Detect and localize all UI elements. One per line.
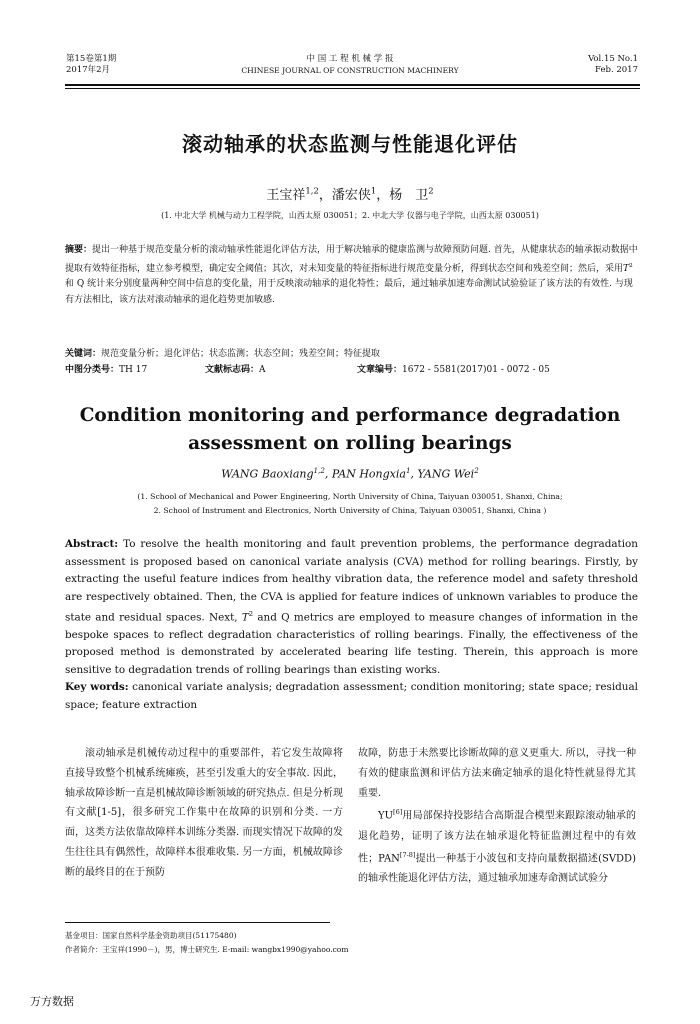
volume-issue: 第15卷第1期 <box>66 54 117 64</box>
abstract-cn-label: 摘要： <box>65 245 93 255</box>
doc-code-label: 文献标志码： <box>205 365 260 375</box>
footnote-rule <box>65 922 330 923</box>
keywords-en <box>65 679 638 714</box>
title-en-line-1: Condition monitoring and performance degradation <box>79 405 621 426</box>
abstract-en-t2-sup: 2 <box>248 610 254 618</box>
author-2-en: , PAN Hongxia <box>324 467 406 481</box>
article-number-value: 1672 - 5581(2017)01 - 0072 - 05 <box>402 365 550 375</box>
clc-number <box>65 363 147 378</box>
author-1-en: WANG Baoxiang <box>221 467 314 481</box>
citation-6: [6] <box>393 808 403 817</box>
abstract-en <box>65 536 638 714</box>
header-rule-thin <box>65 88 640 89</box>
author-1-cn: 王宝祥 <box>266 188 306 203</box>
footnote-author: 作者简介：王宝祥(1990－)，男，博士研究生. E-mail: wangbx1990@yahoo.com <box>65 945 349 954</box>
clc-label: 中图分类号： <box>65 365 120 375</box>
body-right-paragraph-1: 故障，防患于未然要比诊断故障的意义更重大. 所以，寻找一种有效的健康监测和评估方法来确定轴承的退化特性就显得尤其重要. <box>358 748 636 799</box>
abstract-cn-text-2: 和 Q 统计来分别度量两种空间中信息的变化量，用于反映滚动轴承的退化特性；最后，通过轴承加速寿命测试试验验证了该方法的有效性. 与现有方法相比，该方法对滚动轴承的退化趋势更加敏感. <box>65 279 633 305</box>
journal-volume-issue <box>66 54 116 76</box>
author-3-en-sup: 2 <box>474 466 479 475</box>
body-column-right <box>358 744 636 889</box>
abstract-cn-t2: T <box>623 263 630 274</box>
authors-en <box>0 466 700 481</box>
keywords-cn-label: 关键词： <box>65 349 102 359</box>
watermark-text: 万方数据 <box>30 995 74 1008</box>
article-number-label: 文章编号： <box>357 365 403 375</box>
header-rule-thick <box>65 84 640 86</box>
journal-name-en: CHINESE JOURNAL OF CONSTRUCTION MACHINERY <box>241 66 459 75</box>
keywords-en-label: Key words: <box>65 681 129 694</box>
abstract-en-text-1: To resolve the health monitoring and fault prevention problems, the performance degradation assessment is proposed based on canonical variate analysis (CVA) method for rolling bearings. Firstly, by extracting the useful feature indices from healthy vibration data, the reference model and safety threshold are respectively obtained. Then, the CVA is applied for feature indices of unknown variables to produce the state and residual spaces. Next, <box>65 538 638 624</box>
keywords-cn <box>65 347 638 363</box>
body-right-paragraph-2 <box>358 803 636 889</box>
citation-7-8: [7-8] <box>399 851 416 860</box>
issue-date: 2017年2月 <box>66 65 111 75</box>
journal-name <box>200 54 500 76</box>
keywords-cn-text: 规范变量分析；退化评估；状态监测；状态空间；残差空间；特征提取 <box>101 349 381 359</box>
author-3-cn-sup: 2 <box>428 185 434 196</box>
author-2-en-sup: 1 <box>405 466 411 475</box>
body-right-p2-a: YU <box>378 810 394 822</box>
article-number <box>357 363 550 378</box>
author-3-cn: ，杨 卫 <box>376 188 429 203</box>
title-en <box>0 402 700 458</box>
affiliation-cn: (1. 中北大学 机械与动力工程学院，山西太原 030051；2. 中北大学 仪器与电子学院，山西太原 030051) <box>161 211 539 220</box>
author-1-en-sup: 1,2 <box>313 466 325 475</box>
doc-code-value: A <box>259 365 266 375</box>
document-code <box>205 363 266 378</box>
body-left-paragraph: 滚动轴承是机械传动过程中的重要部件，若它发生故障将直接导致整个机械系统瘫痪，甚至引发重大的安全事故. 因此，轴承故障诊断一直是机械故障诊断领域的研究热点. 但是分析现有文献[1-5]，很多研究工作集中在故障的识别和分类. 一方面，这类方法依靠故障样本训练分类器. 而现实情况下故障的发生往往具有偶然性，故障样本很难收集. 另一方面，机械故障诊断的最终目的在于预防 <box>65 748 343 878</box>
abstract-cn-t2-sup: 2 <box>629 262 633 269</box>
authors-cn <box>0 184 700 203</box>
abstract-en-t2: T <box>241 611 249 624</box>
author-2-cn-sup: 1 <box>370 185 377 196</box>
author-1-cn-sup: 1,2 <box>305 185 319 196</box>
affiliation-en-line-2: 2. School of Instrument and Electronics, North University of China, Taiyuan 030051, Shanxi, China ) <box>153 506 547 515</box>
date-en: Feb. 2017 <box>595 65 638 75</box>
body-right-p2-c: 提出一种基于小波包和支持向量数据描述(SVDD)的轴承性能退化评估方法，通过轴承加速寿命测试试验分 <box>358 853 636 885</box>
keywords-en-text: canonical variate analysis; degradation assessment; condition monitoring; state space; residual space; feature extraction <box>65 681 638 711</box>
abstract-en-label: Abstract: <box>65 538 119 550</box>
abstract-en-text-2: and Q metrics are employed to measure changes of information in the bespoke spaces to reflect degradation characteristics of rolling bearings. Finally, the effectiveness of the proposed method is demonstrated by accelerated bearing life testing. Therein, this approach is more sensitive to degradation trends of rolling bearings than existing works. <box>65 611 638 676</box>
author-3-en: , YANG Wei <box>410 467 475 481</box>
title-en-line-2: assessment on rolling bearings <box>188 433 512 454</box>
volume-en: Vol.15 No.1 <box>588 54 638 64</box>
body-column-left <box>65 744 343 883</box>
author-2-cn: ，潘宏侠 <box>318 188 371 203</box>
body-right-p2-b: 用局部保持投影结合高斯混合模型来跟踪滚动轴承的退化趋势，证明了该方法在轴承退化特征监测过程中的有效性；PAN <box>358 810 636 865</box>
abstract-cn <box>65 243 638 308</box>
footnote-fund: 基金项目：国家自然科学基金资助项目(51175480) <box>65 931 237 940</box>
journal-volume-en <box>588 54 638 76</box>
clc-value: TH 17 <box>119 365 148 375</box>
abstract-cn-text-1: 提出一种基于规范变量分析的滚动轴承性能退化评估方法，用于解决轴承的健康监测与故障预防问题. 首先，从健康状态的轴承振动数据中提取有效特征指标，建立参考模型，确定安全阈值；其次，对未知变量的特征指标进行规范变量分析，得到状态空间和残差空间；然后，采用 <box>65 245 638 274</box>
journal-name-cn: 中 国 工 程 机 械 学 报 <box>306 54 394 64</box>
affiliation-en-line-1: (1. School of Mechanical and Power Engineering, North University of China, Taiyuan 030051, Shanxi, China; <box>137 492 563 501</box>
title-cn: 滚动轴承的状态监测与性能退化评估 <box>182 132 518 156</box>
